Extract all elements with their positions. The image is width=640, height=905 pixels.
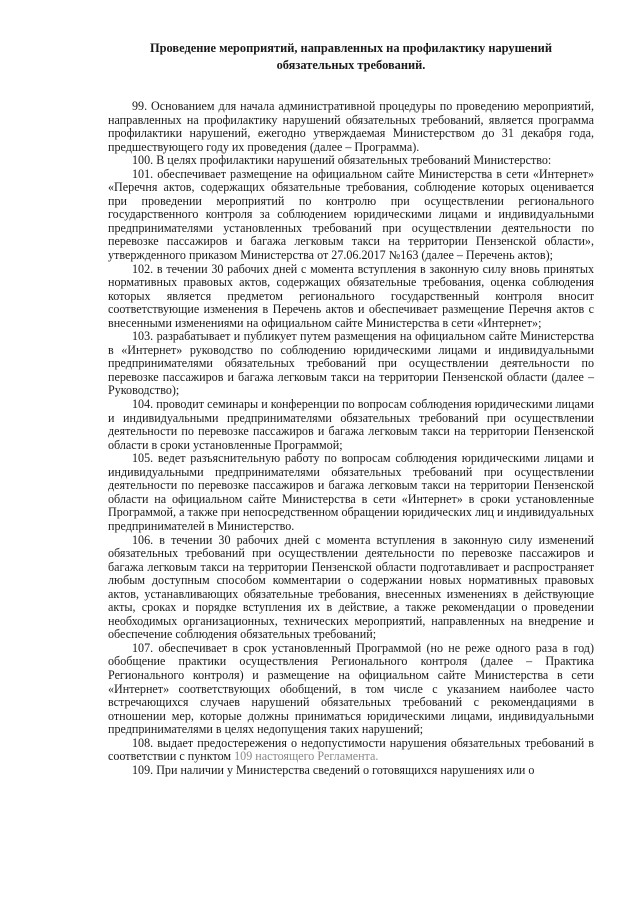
paragraph-100: 100. В целях профилактики нарушений обязательных требований Министерство: [132, 153, 552, 168]
paragraph-108-reference: 109 настоящего Регламента. [234, 749, 379, 764]
title-line-1: Проведение мероприятий, направленных на профилактику нарушений [150, 41, 552, 55]
title-line-2: обязательных требований. [276, 58, 426, 72]
paragraph-99: 99. Основанием для начала административной процедуры по проведению мероприятий, направленных на профилактику нарушений обязательных требований, является программа профилактики нарушений, ежегодно утверждаемая Министерством до 31 декабря года, предшествующего году их проведения (далее – Программа). [108, 99, 594, 154]
paragraph-108 [108, 737, 594, 764]
paragraph-108-text: 108. выдает предостережения о недопустимости нарушения обязательных требований в соответствии с пунктом [108, 735, 594, 764]
document-page [108, 40, 594, 777]
paragraph-105: 105. ведет разъяснительную работу по вопросам соблюдения юридическими лицами и индивидуальными предпринимателями обязательных требований при осуществлении деятельности по перевозке пассажиров и багажа легковым такси на территории Пензенской области на официальном сайте Министерства в сети «Интернет» в сроки установленные Программой, а также при непосредственном обращении юридических лиц и индивидуальных предпринимателей в Министерство. [108, 451, 594, 533]
section-title [108, 40, 594, 74]
paragraph-107: 107. обеспечивает в срок установленный Программой (но не реже одного раза в год) обобщение практики осуществления Регионального контроля (далее – Практика Регионального контроля) и размещение на официальном сайте Министерства в сети «Интернет» соответствующих обобщений, в том числе с указанием наиболее часто встречающихся случаев нарушений обязательных требований с рекомендациями в отношении мер, которые должны приниматься юридическими лицами, индивидуальными предпринимателями в целях недопущения таких нарушений; [108, 640, 594, 737]
paragraph-102: 102. в течении 30 рабочих дней с момента вступления в законную силу вновь принятых нормативных правовых актов, содержащих обязательные требования, оценка соблюдения которых является предметом регионального государственный контроля вносит соответствующие изменения в Перечень актов и обеспечивает размещение Перечня актов с внесенными изменениями на официальном сайте Министерства в сети «Интернет»; [108, 261, 594, 330]
paragraph-101: 101. обеспечивает размещение на официальном сайте Министерства в сети «Интернет» «Перечня актов, содержащих обязательные требования, соблюдение которых оценивается при проведении мероприятий по контролю при осуществлении регионального государственного контроля за соблюдением юридическими лицами и индивидуальными предпринимателями установленных требований при осуществлении деятельности по перевозке пассажиров и багажа легковым такси на территории Пензенской области», утвержденного приказом Министерства от 27.06.2017 №163 (далее – Перечень актов); [108, 166, 594, 263]
paragraph-104: 104. проводит семинары и конференции по вопросам соблюдения юридическими лицами и индивидуальными предпринимателями обязательных требований при осуществлении деятельности по перевозке пассажиров и багажа легковым такси на территории Пензенской области в сроки установленные Программой; [108, 397, 594, 452]
paragraph-103: 103. разрабатывает и публикует путем размещения на официальном сайте Министерства в «Интернет» руководство по соблюдению юридическими лицами и индивидуальными предпринимателями обязательных требований при осуществлении деятельности по перевозке пассажиров и багажа легковым такси на территории Пензенской области (далее – Руководство); [108, 329, 594, 398]
paragraph-106: 106. в течении 30 рабочих дней с момента вступления в законную силу изменений обязательных требований при осуществлении деятельности по перевозке пассажиров и багажа легковым такси на территории Пензенской области подготавливает и распространяет любым доступным способом комментарии о содержании новых нормативных правовых актов, устанавливающих обязательные требования, внесенных изменениях в действующие акты, сроках и порядке вступления их в действие, а также рекомендации о проведении необходимых организационных, технических мероприятий, направленных на внедрение и обеспечение соблюдения обязательных требований; [108, 532, 594, 642]
paragraph-109: 109. При наличии у Министерства сведений о готовящихся нарушениях или о [132, 762, 535, 777]
